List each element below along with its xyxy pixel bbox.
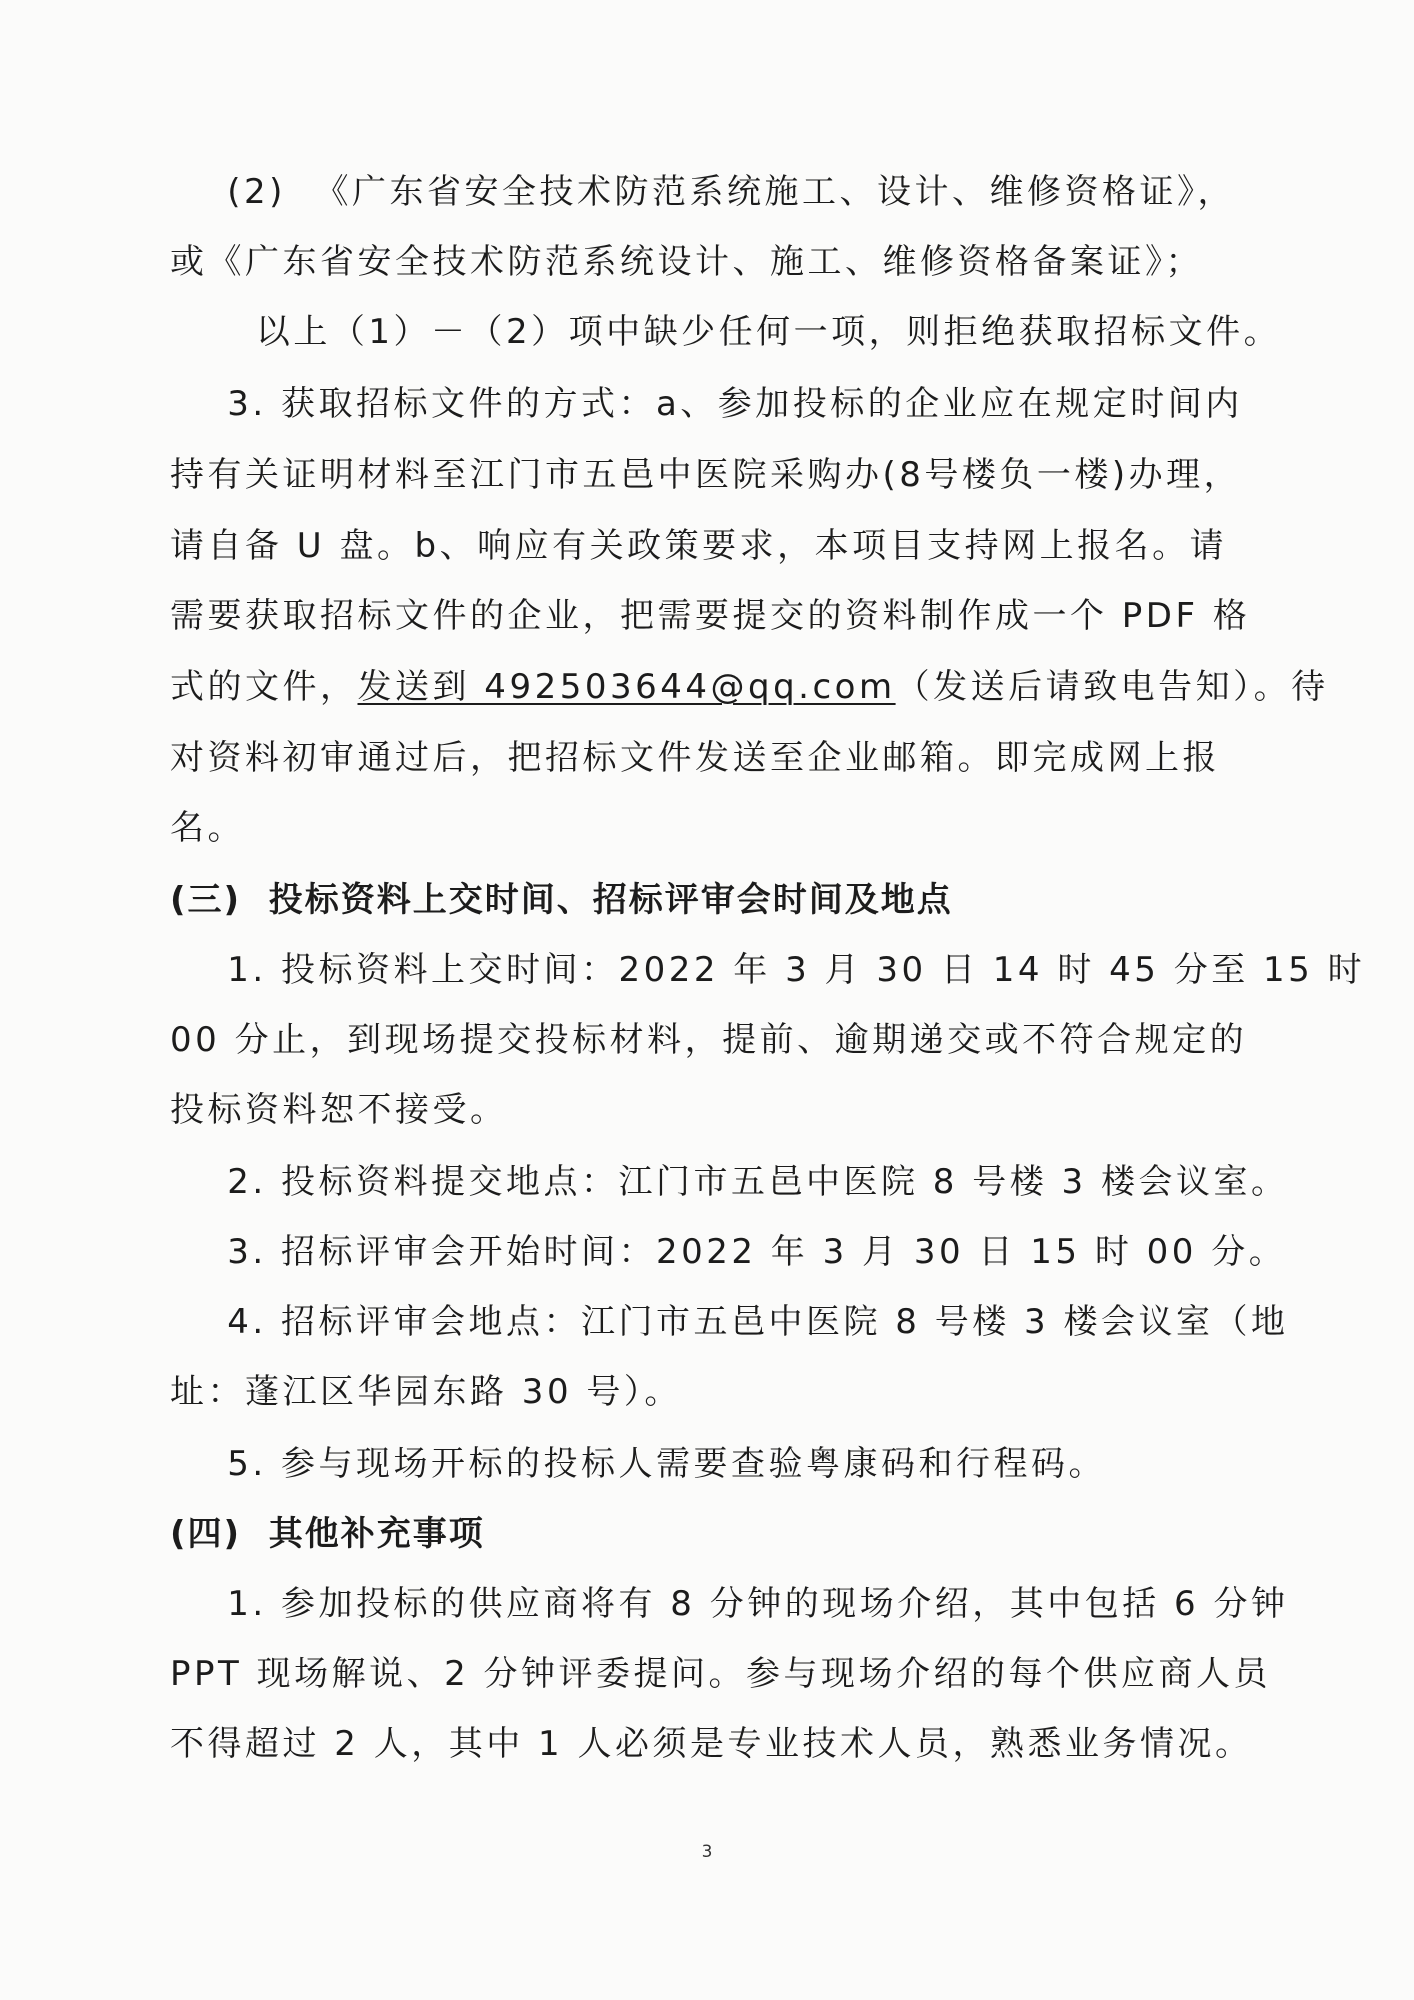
page-number: 3 bbox=[701, 1842, 713, 1862]
text-line: 00 分止，到现场提交投标材料，提前、逾期递交或不符合规定的 bbox=[170, 1020, 1248, 1060]
text-line: PPT 现场解说、2 分钟评委提问。参与现场介绍的每个供应商人员 bbox=[170, 1654, 1272, 1694]
text-segment: （发送后请致电告知）。待 bbox=[895, 667, 1329, 707]
text-line: 需要获取招标文件的企业，把需要提交的资料制作成一个 PDF 格 bbox=[170, 596, 1251, 636]
section-heading: (三) 投标资料上交时间、招标评审会时间及地点 bbox=[170, 880, 953, 920]
text-line: 5. 参与现场开标的投标人需要查验粤康码和行程码。 bbox=[170, 1444, 1106, 1484]
text-line: 对资料初审通过后，把招标文件发送至企业邮箱。即完成网上报 bbox=[170, 738, 1220, 778]
text-segment: 式的文件， bbox=[170, 667, 358, 707]
text-line: 投标资料恕不接受。 bbox=[170, 1090, 508, 1130]
text-line: 3. 获取招标文件的方式：a、参加投标的企业应在规定时间内 bbox=[170, 384, 1243, 424]
email-link[interactable]: 发送到 492503644@qq.com bbox=[357, 667, 896, 707]
text-line: 4. 招标评审会地点：江门市五邑中医院 8 号楼 3 楼会议室（地 bbox=[170, 1302, 1289, 1342]
text-line: 2. 投标资料提交地点：江门市五邑中医院 8 号楼 3 楼会议室。 bbox=[170, 1162, 1289, 1202]
text-line: 1. 投标资料上交时间：2022 年 3 月 30 日 14 时 45 分至 15 时 bbox=[170, 950, 1366, 990]
section-heading: (四) 其他补充事项 bbox=[170, 1514, 485, 1554]
text-line: 以上（1）－（2）项中缺少任何一项，则拒绝获取招标文件。 bbox=[170, 312, 1282, 352]
text-line bbox=[170, 663, 1329, 711]
text-line: 不得超过 2 人，其中 1 人必须是专业技术人员，熟悉业务情况。 bbox=[170, 1724, 1253, 1764]
text-line: (2) 《广东省安全技术防范系统施工、设计、维修资格证》， bbox=[170, 172, 1236, 212]
text-line: 3. 招标评审会开始时间：2022 年 3 月 30 日 15 时 00 分。 bbox=[170, 1232, 1287, 1272]
text-line: 或《广东省安全技术防范系统设计、施工、维修资格备案证》； bbox=[170, 242, 1203, 282]
text-line: 址：蓬江区华园东路 30 号）。 bbox=[170, 1372, 682, 1412]
text-line: 持有关证明材料至江门市五邑中医院采购办(8号楼负一楼)办理， bbox=[170, 455, 1242, 495]
text-line: 名。 bbox=[170, 808, 245, 848]
text-line: 1. 参加投标的供应商将有 8 分钟的现场介绍，其中包括 6 分钟 bbox=[170, 1584, 1289, 1624]
text-line: 请自备 U 盘。b、响应有关政策要求，本项目支持网上报名。请 bbox=[170, 526, 1228, 566]
